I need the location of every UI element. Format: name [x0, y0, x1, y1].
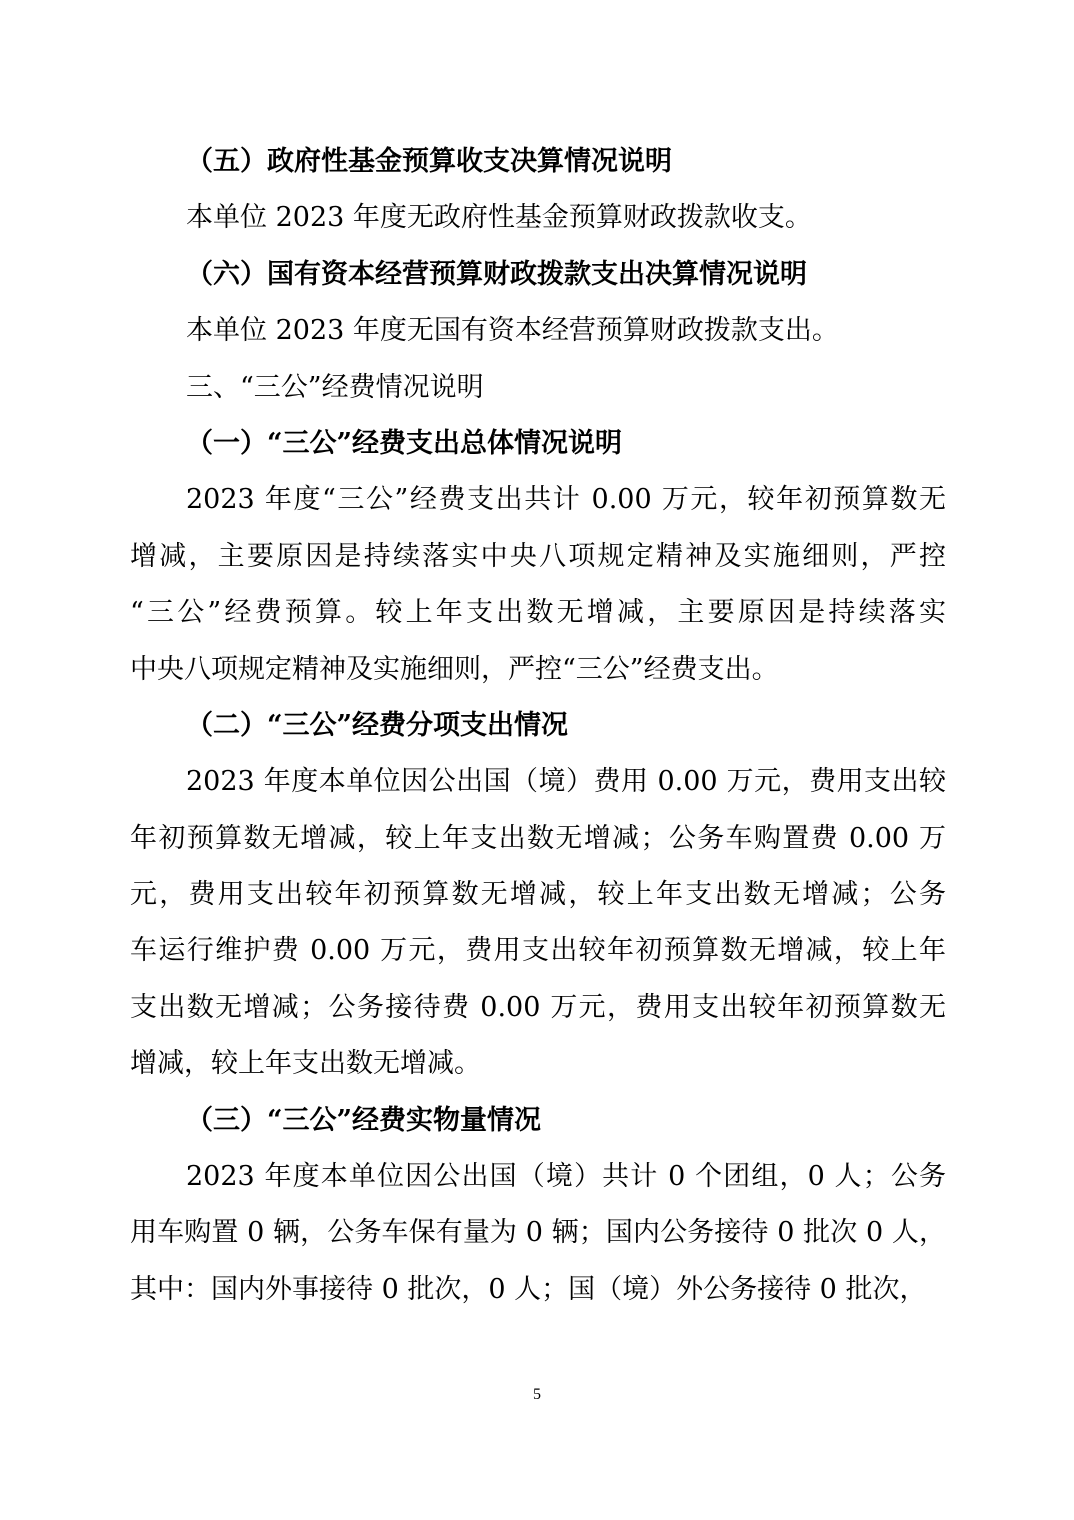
- page-number: 5: [533, 1386, 541, 1403]
- paragraph-line: 年初预算数无增减，较上年支出数无增减；公务车购置费 0.00 万: [130, 822, 946, 854]
- paragraph-line: 增减，较上年支出数无增减。: [130, 1048, 481, 1080]
- heading-title: （五）政府性基金预算收支决算情况说明: [186, 146, 672, 177]
- paragraph-line: 本单位 2023 年度无国有资本经营预算财政拨款支出。: [186, 315, 839, 347]
- paragraph-line: 车运行维护费 0.00 万元，费用支出较年初预算数无增减，较上年: [130, 935, 946, 967]
- paragraph-line: 本单位 2023 年度无政府性基金预算财政拨款收支。: [186, 202, 812, 234]
- paragraph-line: 其中：国内外事接待 0 批次，0 人；国（境）外公务接待 0 批次，: [130, 1273, 927, 1305]
- paragraph-line: “三公”经费预算。较上年支出数无增减，主要原因是持续落实: [130, 597, 946, 629]
- paragraph-line: 增减，主要原因是持续落实中央八项规定精神及实施细则，严控: [130, 540, 946, 572]
- document-body: [130, 134, 946, 1318]
- heading-title: （六）国有资本经营预算财政拨款支出决算情况说明: [186, 258, 807, 290]
- heading-title: （二）“三公”经费分项支出情况: [186, 709, 569, 741]
- heading-title: （一）“三公”经费支出总体情况说明: [186, 427, 623, 459]
- paragraph-line: 2023 年度“三公”经费支出共计 0.00 万元，较年初预算数无: [186, 484, 946, 516]
- heading-title: （三）“三公”经费实物量情况: [186, 1104, 542, 1136]
- paragraph-line: 2023 年度本单位因公出国（境）费用 0.00 万元，费用支出较: [186, 766, 946, 798]
- paragraph-line: 用车购置 0 辆，公务车保有量为 0 辆；国内公务接待 0 批次 0 人，: [130, 1217, 946, 1249]
- paragraph-line: 2023 年度本单位因公出国（境）共计 0 个团组，0 人；公务: [186, 1161, 946, 1193]
- paragraph-line: 元，费用支出较年初预算数无增减，较上年支出数无增减；公务: [130, 879, 946, 911]
- paragraph-line: 中央八项规定精神及实施细则，严控“三公”经费支出。: [130, 653, 779, 685]
- paragraph-line: 支出数无增减；公务接待费 0.00 万元，费用支出较年初预算数无: [130, 991, 946, 1023]
- section-title: 三、“三公”经费情况说明: [186, 371, 484, 403]
